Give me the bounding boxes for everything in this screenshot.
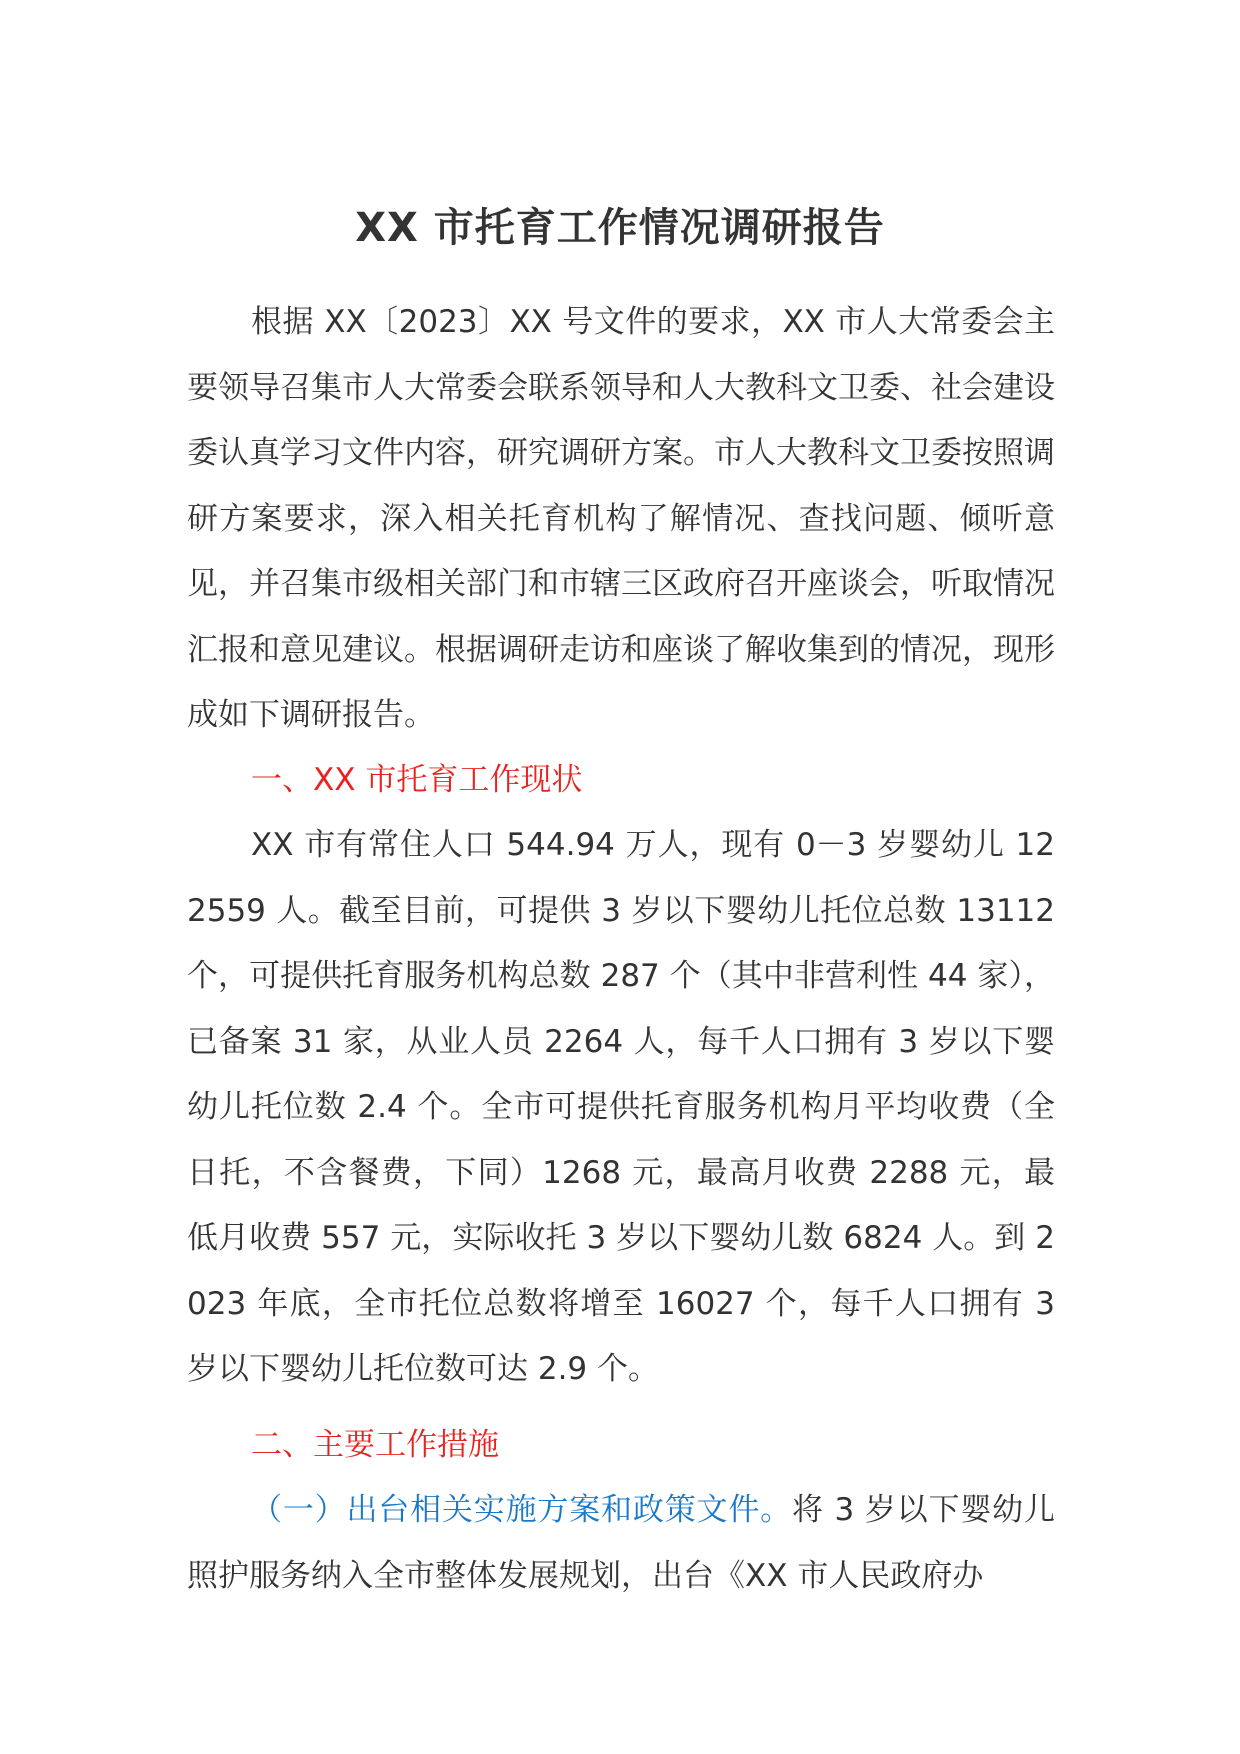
document-title: XX 市托育工作情况调研报告	[355, 205, 885, 251]
section-heading-1: 一、XX 市托育工作现状	[251, 762, 583, 798]
measures-paragraph-text: 将 3 岁以下婴幼儿照护服务纳入全市整体发展规划，出台《XX 市人民政府办	[187, 1492, 1055, 1594]
subheading-1: （一）出台相关实施方案和政策文件。	[251, 1492, 792, 1528]
status-paragraph: XX 市有常住人口 544.94 万人，现有 0－3 岁婴幼儿 122559 人。截至目前，可提供 3 岁以下婴幼儿托位总数 13112 个，可提供托育服务机构总数 287 个（其中非营利性 44 家），已备案 31 家，从业人员 2264 人，每千人口拥有 3 岁以下婴幼儿托位数 2.4 个。全市可提供托育服务机构月平均收费（全日托，不含餐费，下同）1268 元，最高月收费 2288 元，最低月收费 557 元，实际收托 3 岁以下婴幼儿数 6824 人。到 2023 年底，全市托位总数将增至 16027 个，每千人口拥有 3 岁以下婴幼儿托位数可达 2.9 个。	[187, 827, 1055, 1387]
measures-paragraph	[187, 1478, 1055, 1609]
section-heading-2: 二、主要工作措施	[251, 1427, 499, 1463]
intro-paragraph: 根据 XX〔2023〕XX 号文件的要求，XX 市人大常委会主要领导召集市人大常委会联系领导和人大教科文卫委、社会建设委认真学习文件内容，研究调研方案。市人大教科文卫委按照调研方案要求，深入相关托育机构了解情况、查找问题、倾听意见，并召集市级相关部门和市辖三区政府召开座谈会，听取情况汇报和意见建议。根据调研走访和座谈了解收集到的情况，现形成如下调研报告。	[187, 304, 1055, 733]
